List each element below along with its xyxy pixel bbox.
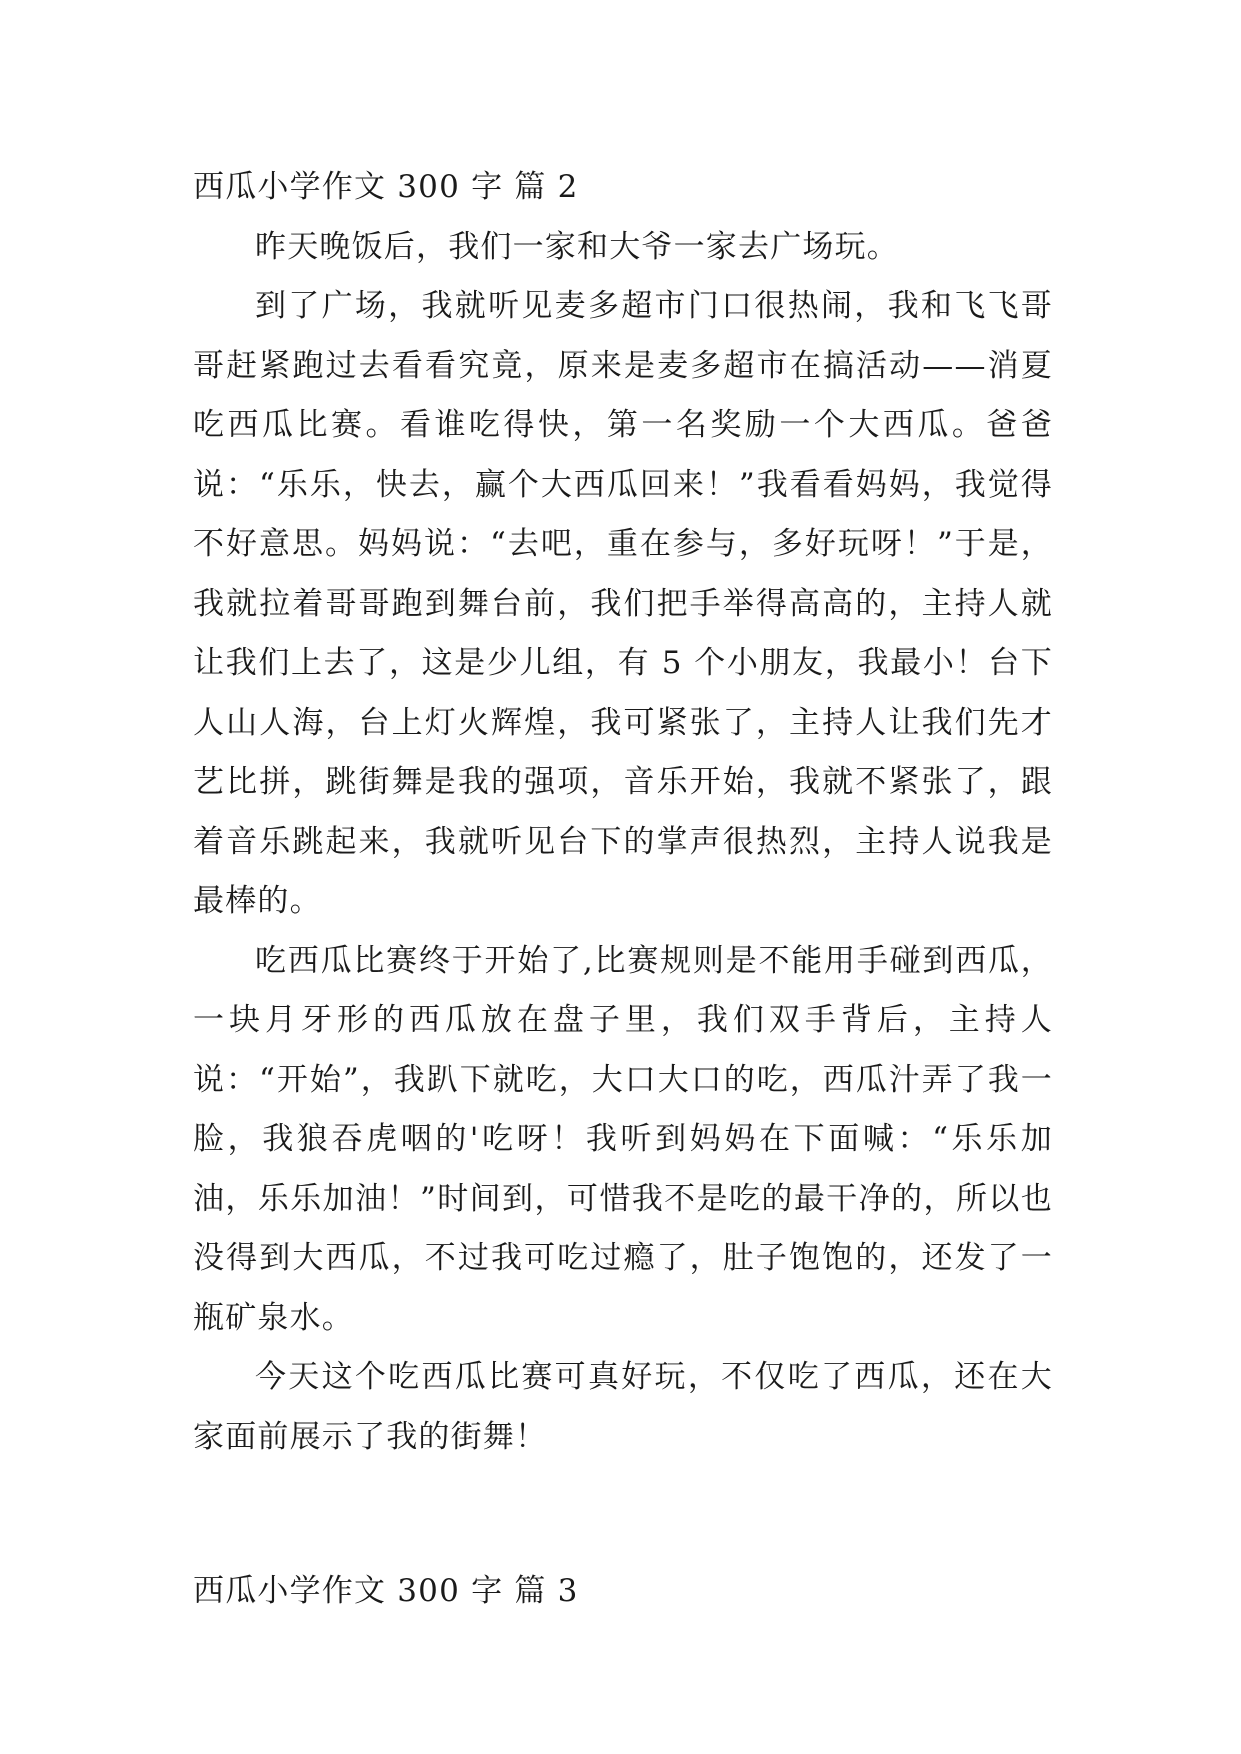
paragraph: 昨天晚饭后，我们一家和大爷一家去广场玩。 xyxy=(255,228,899,265)
paragraph: 吃西瓜比赛终于开始了,比赛规则是不能用手碰到西瓜，一块月牙形的西瓜放在盘子里，我们双手背后，主持人说：“开始”，我趴下就吃，大口大口的吃，西瓜汁弄了我一脸，我狼吞虎咽的'吃呀！我听到妈妈在下面喊：“乐乐加油，乐乐加油！”时间到，可惜我不是吃的最干净的，所以也没得到大西瓜，不过我可吃过瘾了，肚子饱饱的，还发了一瓶矿泉水。 xyxy=(193,942,1053,1336)
paragraph: 今天这个吃西瓜比赛可真好玩，不仅吃了西瓜，还在大家面前展示了我的街舞！ xyxy=(193,1359,1053,1455)
section-title: 西瓜小学作文 300 字 篇 2 xyxy=(193,169,579,205)
paragraph: 到了广场，我就听见麦多超市门口很热闹，我和飞飞哥哥赶紧跑过去看看究竟，原来是麦多超市在搞活动——消夏吃西瓜比赛。看谁吃得快，第一名奖励一个大西瓜。爸爸说：“乐乐，快去，赢个大西瓜回来！”我看看妈妈，我觉得不好意思。妈妈说：“去吧，重在参与，多好玩呀！”于是，我就拉着哥哥跑到舞台前，我们把手举得高高的，主持人就让我们上去了，这是少儿组，有 5 个小朋友，我最小！台下人山人海，台上灯火辉煌，我可紧张了，主持人让我们先才艺比拼，跳街舞是我的强项，音乐开始，我就不紧张了，跟着音乐跳起来，我就听见台下的掌声很热烈，主持人说我是最棒的。 xyxy=(193,288,1053,919)
document-body xyxy=(193,158,1053,1622)
section-title: 西瓜小学作文 300 字 篇 3 xyxy=(193,1573,579,1609)
